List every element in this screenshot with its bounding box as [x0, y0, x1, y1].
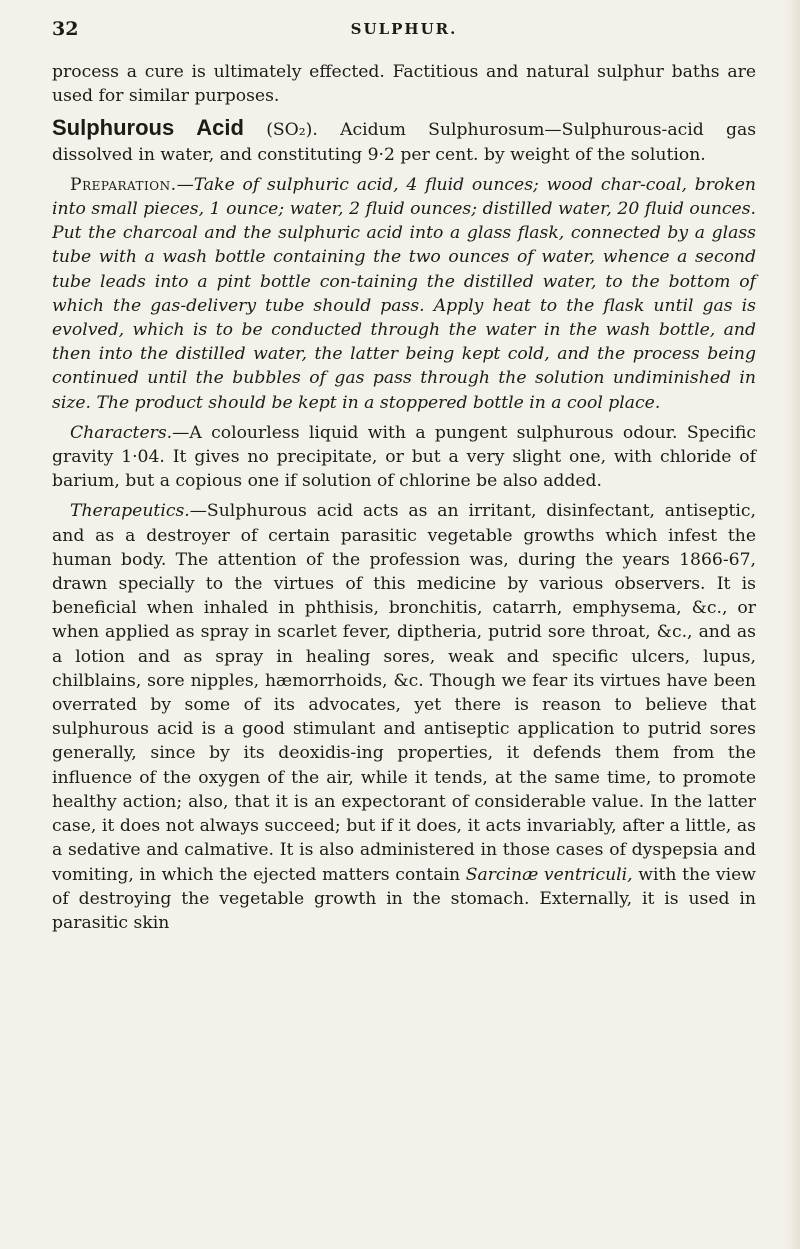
therapeutics-text-2: with the view of destroying the vegetable growth in the stomach. Externally, it is used in parasitic skin: [52, 864, 756, 933]
therapeutics-text-1: Sulphurous acid acts as an irritant, disinfectant, antiseptic, and as a destroyer of certain parasitic vegetable growths which infest the human body. The attention of the profession was, during the years 1866-67, drawn specially to the virtues of this medicine by various observers. It is beneficial when inhaled in phthisis, bronchitis, catarrh, emphysema, &c., or when applied as spray in scarlet fever, diptheria, putrid sore throat, &c., and as a lotion and as spray in healing sores, weak and specific ulcers, lupus, chilblains, sore nipples, hæmorrhoids, &c. Though we fear its virtues have been overrated by some of its advocates, yet there is reason to believe that sulphurous acid is a good stimulant and antiseptic application to putrid sores generally, since by its deoxidis-ing properties, it defends them from the influence of the oxygen of the air, while it tends, at the same time, to promote healthy action; also, that it is an expectorant of considerable value. In the latter case, it does not always succeed; but if it does, it acts invariably, after a little, as a sedative and calmative. It is also administered in those cases of dyspepsia and vomiting, in which the ejected matters contain: [52, 501, 756, 885]
preparation-text: Take of sulphuric acid, 4 fluid ounces; wood char-coal, broken into small pieces, 1 ounce; water, 2 fluid ounces; distilled water, 20 fluid ounces. Put the charcoal and the sulphuric acid into a glass flask, connected by a glass tube with a wash bottle containing the two ounces of water, whence a second tube leads into a pint bottle con-taining the distilled water, to the bottom of which the gas-delivery tube should pass. Apply heat to the flask until gas is evolved, which is to be conducted through the water in the wash bottle, and then into the distilled water, the latter being kept cold, and the process being continued until the bubbles of gas pass through the solution undiminished in size. The product should be kept in a stoppered bottle in a cool place.: [52, 174, 756, 413]
preparation-paragraph: Preparation.—Take of sulphuric acid, 4 fluid ounces; wood char-coal, broken into small pieces, 1 ounce; water, 2 fluid ounces; distilled water, 20 fluid ounces. Put the charcoal and the sulphuric acid into a glass flask, connected by a glass tube with a wash bottle containing the two ounces of water, whence a second tube leads into a pint bottle con-taining the distilled water, to the bottom of which the gas-delivery tube should pass. Apply heat to the flask until gas is evolved, which is to be conducted through the water in the wash bottle, and then into the distilled water, the latter being kept cold, and the process being continued until the bubbles of gas pass through the solution undiminished in size. The product should be kept in a stoppered bottle in a cool place.: [52, 174, 756, 413]
sarcina-term: Sarcinæ ventriculi,: [465, 864, 633, 885]
page-edge-shadow: [784, 0, 800, 1249]
entry-formula: (SO₂).: [266, 120, 318, 141]
entry-body: Acidum Sulphurosum—Sulphurous-acid gas dissolved in water, and constituting 9·2 per cent. by weight of the solution.: [52, 120, 757, 165]
page-number: 32: [52, 18, 79, 40]
preparation-label: Preparation.: [70, 174, 177, 195]
characters-text: A colourless liquid with a pungent sulphurous odour. Specific gravity 1·04. It gives no precipitate, or but a very slight one, with chloride of barium, but a copious one if solution of chlorine be also added.: [52, 422, 756, 492]
characters-paragraph: Characters.—A colourless liquid with a pungent sulphurous odour. Specific gravity 1·04. It gives no precipitate, or but a very slight one, with chloride of barium, but a copious one if solution of chlorine be also added.: [52, 422, 756, 492]
page-header: [52, 18, 756, 60]
running-head: SULPHUR.: [350, 20, 458, 38]
intro-text: process a cure is ultimately effected. Factitious and natural sulphur baths are used for similar purposes.: [52, 62, 756, 107]
characters-label: Characters.: [70, 422, 173, 443]
book-page: [52, 18, 756, 941]
intro-paragraph: [52, 60, 756, 108]
therapeutics-paragraph: Therapeutics.—Sulphurous acid acts as an irritant, disinfectant, antiseptic, and as a destroyer of certain parasitic vegetable growths which infest the human body. The attention of the profession was, during the years 1866-67, drawn specially to the virtues of this medicine by various observers. It is beneficial when inhaled in phthisis, bronchitis, catarrh, emphysema, &c., or when applied as spray in scarlet fever, diptheria, putrid sore throat, &c., and as a lotion and as spray in healing sores, weak and specific ulcers, lupus, chilblains, sore nipples, hæmorrhoids, &c. Though we fear its virtues have been overrated by some of its advocates, yet there is reason to believe that sulphurous acid is a good stimulant and antiseptic application to putrid sores generally, since by its deoxidis-ing properties, it defends them from the influence of the oxygen of the air, while it tends, at the same time, to promote healthy action; also, that it is an expectorant of considerable value. In the latter case, it does not always succeed; but if it does, it acts invariably, after a little, as a sedative and calmative. It is also administered in those cases of dyspepsia and vomiting, in which the ejected matters contain Sarcinæ ventriculi, with the view of destroying the vegetable growth in the stomach. Externally, it is used in parasitic skin: [52, 501, 756, 933]
therapeutics-label: Therapeutics.: [70, 501, 190, 522]
entry-paragraph: [52, 116, 756, 166]
entry-title: Sulphurous Acid: [52, 115, 244, 141]
